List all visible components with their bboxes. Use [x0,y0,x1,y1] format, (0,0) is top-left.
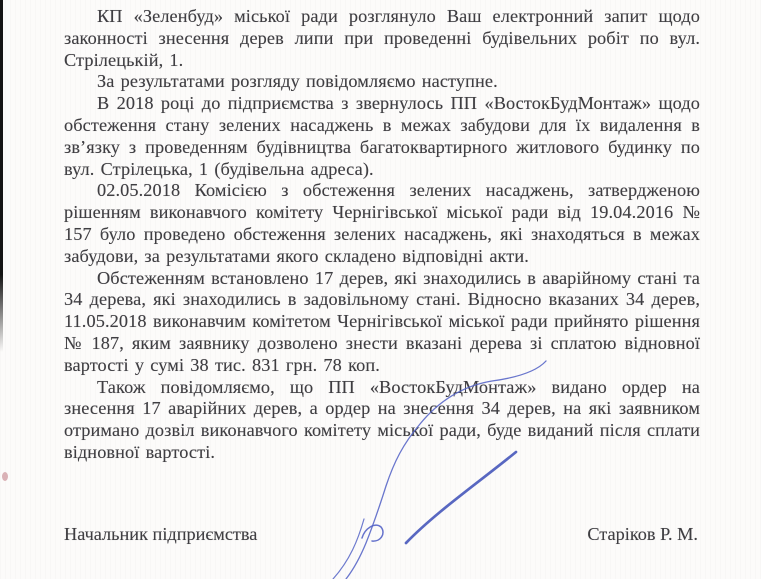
scan-artifact-pink-speck [2,472,8,481]
signature-block [64,524,700,545]
signer-name: Старіков Р. М. [587,523,698,544]
paragraph-request-2018: В 2018 році до підприємства з звернулось ПП «ВостокБудМонтаж» щодо обстеження стану зелених насаджень в межах забудови для їх видалення в зв’язку з проведенням будівництва багатоквартирного житлового будинку по вул. Стрілецька, 1 (будівельна адреса). [64,93,700,179]
paragraph-intro: КП «Зеленбуд» міської ради розглянуло Ваш електронний запит щодо законності знесення дерев липи при проведенні будівельних робіт по вул. Стрілецькій, 1. [64,6,700,70]
scan-artifact-left-edge-bar [0,0,3,352]
paragraph-survey-findings: Обстеженням встановлено 17 дерев, які знаходились в аварійному стані та 34 дерева, які знаходились в задовільному стані. Відносно вказаних 34 дерев, 11.05.2018 виконавчим комітетом Чернігівської міської ради прийнято рішення № 187, яким заявнику дозволено знести вказані дерева зі сплатою відновної вартості у сумі 38 тис. 831 грн. 78 коп. [64,267,700,375]
paragraph-commission-survey: 02.05.2018 Комісією з обстеження зелених насаджень, затвердженою рішенням виконавчого комітету Чернігівської міської ради від 19.04.2016 № 157 було проведено обстеження зелених насаджень, які знаходяться в межах забудови, за результатами якого складено відповідні акти. [64,180,700,266]
signer-position-title: Начальник підприємства [64,523,258,544]
paragraph-order-issued: Також повідомляємо, що ПП «ВостокБудМонтаж» видано ордер на знесення 17 аварійних дерев, а ордер на знесення 34 дерев, на які заявником отримано дозвіл виконавчого комітету міської ради, буде виданий після сплати відновної вартості. [64,376,700,462]
paragraph-results-note: За результатами розгляду повідомляємо наступне. [97,71,498,92]
